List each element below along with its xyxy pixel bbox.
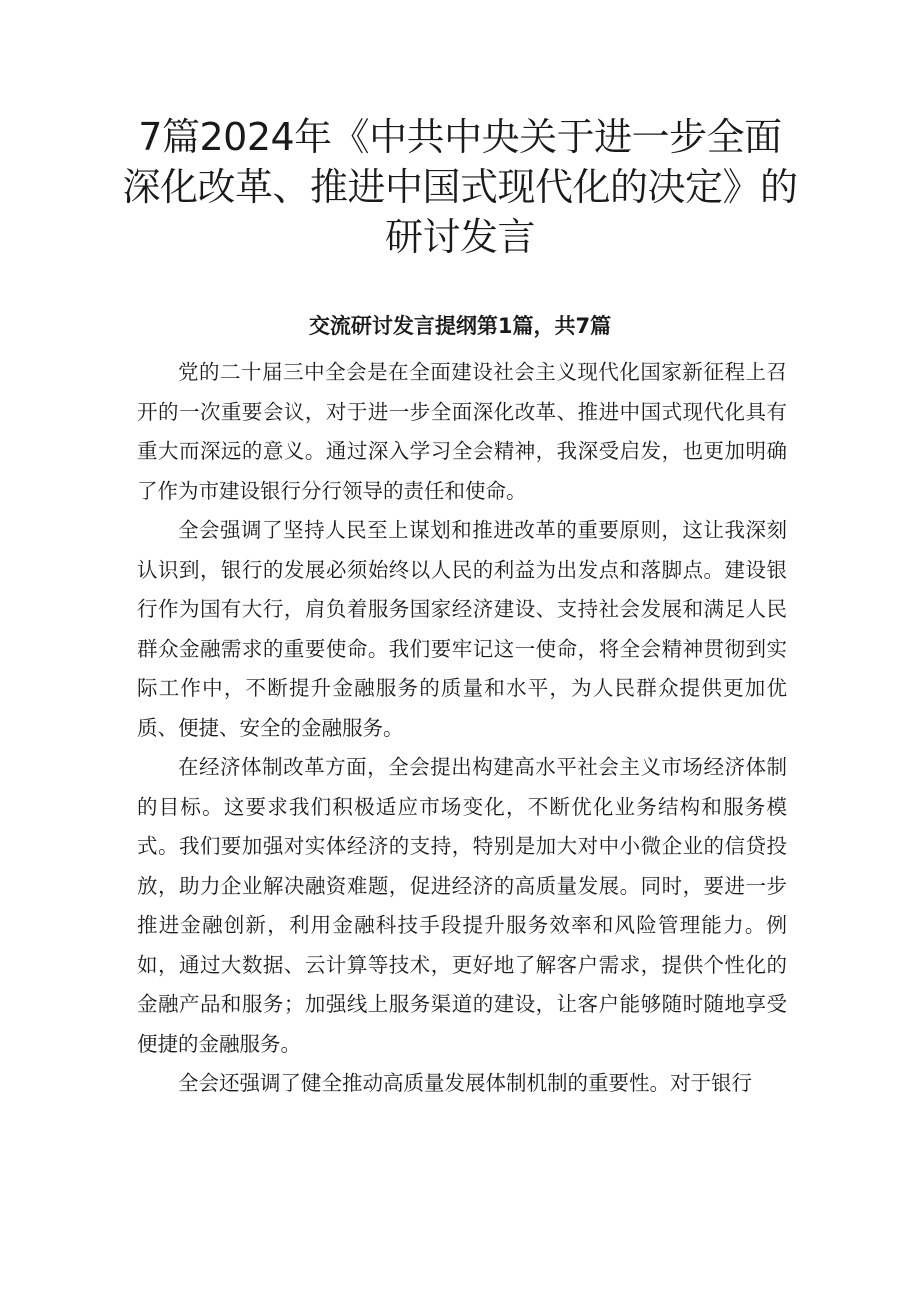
- section-heading: 交流研讨发言提纲第1篇，共7篇: [308, 314, 612, 338]
- paragraph: 在经济体制改革方面，全会提出构建高水平社会主义市场经济体制的目标。这要求我们积极适应市场变化，不断优化业务结构和服务模式。我们要加强对实体经济的支持，特别是加大对中小微企业的信贷投放，助力企业解决融资难题，促进经济的高质量发展。同时，要进一步推进金融创新，利用金融科技手段提升服务效率和风险管理能力。例如，通过大数据、云计算等技术，更好地了解客户需求，提供个性化的金融产品和服务；加强线上服务渠道的建设，让客户能够随时随地享受便捷的金融服务。: [137, 755, 787, 1056]
- document-body: [137, 353, 787, 1104]
- document-title: 7篇2024年《中共中央关于进一步全面深化改革、推进中国式现代化的决定》的研讨发言: [122, 115, 798, 259]
- paragraph: 全会还强调了健全推动高质量发展体制机制的重要性。对于银行: [178, 1071, 752, 1095]
- paragraph: 党的二十届三中全会是在全面建设社会主义现代化国家新征程上召开的一次重要会议，对于进一步全面深化改革、推进中国式现代化具有重大而深远的意义。通过深入学习全会精神，我深受启发，也更加明确了作为市建设银行分行领导的责任和使命。: [137, 360, 787, 503]
- paragraph: 全会强调了坚持人民至上谋划和推进改革的重要原则，这让我深刻认识到，银行的发展必须始终以人民的利益为出发点和落脚点。建设银行作为国有大行，肩负着服务国家经济建设、支持社会发展和满足人民群众金融需求的重要使命。我们要牢记这一使命，将全会精神贯彻到实际工作中，不断提升金融服务的质量和水平，为人民群众提供更加优质、便捷、安全的金融服务。: [137, 518, 787, 740]
